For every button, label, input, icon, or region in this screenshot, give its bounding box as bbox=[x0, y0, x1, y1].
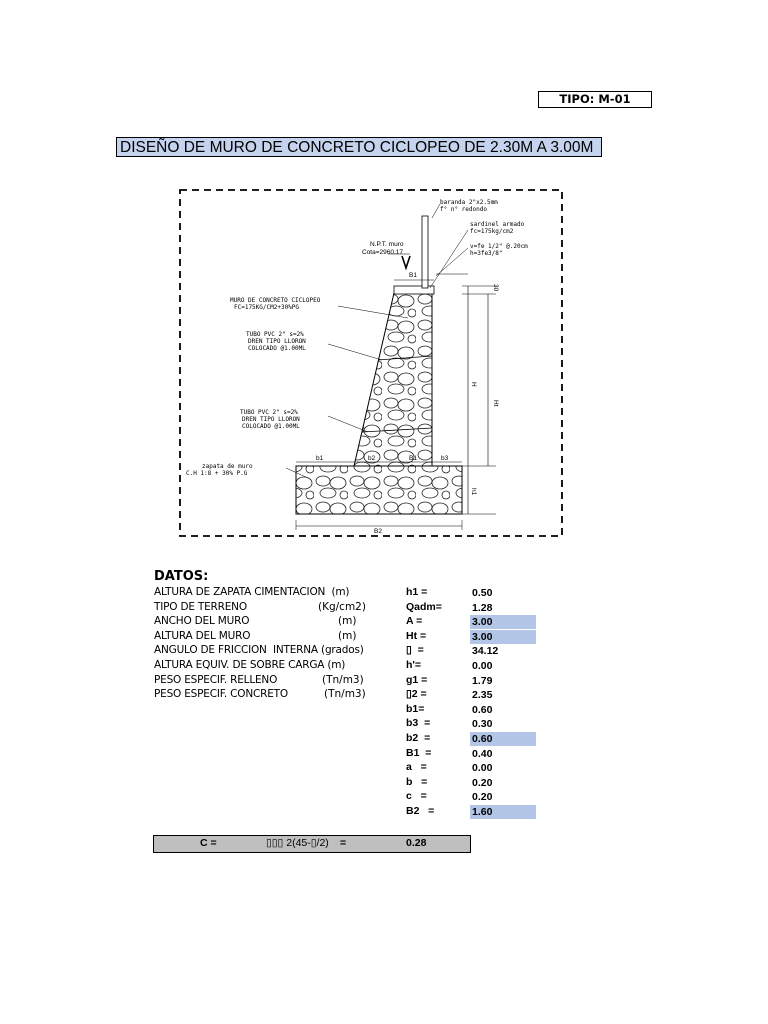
dim-30: 30 bbox=[492, 284, 499, 292]
dim-H: H bbox=[470, 382, 477, 387]
railing-post bbox=[422, 216, 428, 288]
datos-value: 1.60 bbox=[470, 805, 536, 819]
datos-row bbox=[0, 615, 768, 630]
datos-value: 0.40 bbox=[472, 747, 493, 760]
datos-label: ANCHO DEL MURO bbox=[154, 615, 250, 628]
datos-symbol: b3 = bbox=[406, 717, 431, 730]
datos-value: 1.28 bbox=[472, 601, 493, 614]
datos-row bbox=[0, 674, 768, 689]
datos-symbol: ▯2 = bbox=[406, 688, 427, 701]
datos-label: PESO ESPECIF. RELLENO bbox=[154, 673, 278, 686]
datos-value: 3.00 bbox=[470, 630, 536, 644]
dim-b1: b1 bbox=[316, 455, 324, 462]
datos-label: ALTURA EQUIV. DE SOBRE CARGA (m) bbox=[154, 659, 346, 671]
datos-row bbox=[0, 732, 768, 747]
note-muro-1: MURO DE CONCRETO CICLOPEO bbox=[230, 297, 321, 304]
datos-row bbox=[0, 776, 768, 791]
dim-Ht: Ht bbox=[492, 400, 499, 407]
datos-label: TIPO DE TERRENO bbox=[154, 600, 247, 613]
datos-symbol: B2 = bbox=[406, 805, 435, 817]
datos-label: PESO ESPECIF. CONCRETO bbox=[154, 688, 288, 701]
datos-value: 1.79 bbox=[472, 674, 493, 687]
datos-heading: DATOS: bbox=[154, 569, 209, 584]
dim-b2: b2 bbox=[368, 455, 376, 462]
note-varilla-2: h=3fe3/8" bbox=[470, 250, 503, 257]
note-tubo1-2: DREN TIPO LLORON bbox=[248, 338, 306, 345]
datos-row bbox=[0, 644, 768, 659]
datos-symbol: g1 = bbox=[406, 673, 428, 686]
note-tubo2-1: TUBO PVC 2" s=2% bbox=[240, 409, 298, 416]
dim-h1: h1 bbox=[470, 488, 477, 496]
note-npt-2: Cota=2960.17 bbox=[362, 249, 404, 256]
note-varilla-1: v=fe 1/2" @.20cm bbox=[470, 243, 528, 250]
note-sardinel-1: sardinel armado bbox=[470, 221, 525, 228]
datos-row bbox=[0, 601, 768, 616]
datos-symbol: h'= bbox=[406, 659, 422, 671]
datos-value: 0.60 bbox=[472, 703, 493, 716]
dim-B2: B2 bbox=[374, 528, 382, 535]
datos-unit: (m) bbox=[338, 615, 357, 628]
datos-symbol: h1 = bbox=[406, 586, 428, 598]
datos-row bbox=[0, 586, 768, 601]
datos-value: 2.35 bbox=[472, 689, 493, 702]
datos-label: ANGULO DE FRICCION INTERNA (grados) bbox=[154, 644, 364, 657]
datos-row bbox=[0, 761, 768, 776]
note-tubo1-3: COLOCADO @1.00ML bbox=[248, 345, 306, 352]
note-sardinel-2: fc=175kg/cm2 bbox=[470, 228, 514, 235]
datos-row bbox=[0, 790, 768, 805]
datos-value: 0.50 bbox=[472, 587, 493, 599]
note-zapata-2: C.H 1:8 + 30% P.G bbox=[186, 470, 248, 477]
formula-lhs: C = bbox=[200, 837, 217, 849]
formula-box bbox=[153, 835, 471, 853]
datos-row bbox=[0, 805, 768, 820]
datos-unit: (Tn/m3) bbox=[324, 688, 366, 701]
datos-value: 0.00 bbox=[472, 762, 493, 775]
datos-unit: (m) bbox=[338, 629, 357, 642]
page-title: DISEÑO DE MURO DE CONCRETO CICLOPEO DE 2.30M A 3.00M bbox=[116, 137, 602, 157]
datos-unit: (Kg/cm2) bbox=[318, 600, 366, 613]
note-npt-1: N.P.T. muro bbox=[370, 241, 404, 248]
formula-expr: ▯▯▯ 2(45-▯/2) bbox=[266, 837, 329, 849]
datos-symbol: b1= bbox=[406, 702, 425, 715]
note-zapata-1: zapata de muro bbox=[202, 463, 253, 470]
footing-shape bbox=[296, 466, 462, 514]
dim-b1-top: B1 bbox=[409, 272, 417, 279]
datos-value: 0.30 bbox=[472, 718, 493, 731]
note-tubo1-1: TUBO PVC 2" s=2% bbox=[246, 331, 304, 338]
datos-row bbox=[0, 630, 768, 645]
datos-row bbox=[0, 688, 768, 703]
datos-label: ALTURA DE ZAPATA CIMENTACION (m) bbox=[154, 586, 350, 598]
datos-symbol: A = bbox=[406, 615, 423, 628]
note-tubo2-2: DREN TIPO LLORON bbox=[242, 416, 300, 423]
formula-value: 0.28 bbox=[406, 837, 427, 849]
datos-value: 0.20 bbox=[472, 776, 493, 789]
datos-unit: (Tn/m3) bbox=[322, 673, 364, 686]
datos-symbol: ▯ = bbox=[406, 644, 424, 657]
datos-value: 0.00 bbox=[472, 660, 493, 672]
datos-symbol: b2 = bbox=[406, 732, 431, 744]
note-tubo2-3: COLOCADO @1.00ML bbox=[242, 423, 300, 430]
wall-shape bbox=[354, 293, 432, 466]
datos-value: 3.00 bbox=[470, 615, 536, 629]
note-baranda-2: f° n° redondo bbox=[440, 206, 487, 213]
datos-row bbox=[0, 717, 768, 732]
datos-value: 34.12 bbox=[472, 645, 499, 658]
datos-symbol: c = bbox=[406, 790, 427, 803]
datos-symbol: B1 = bbox=[406, 746, 432, 759]
datos-symbol: Qadm= bbox=[406, 600, 442, 613]
datos-label: ALTURA DEL MURO bbox=[154, 629, 251, 642]
dim-B1: B1 bbox=[409, 455, 417, 462]
datos-symbol: Ht = bbox=[406, 629, 427, 642]
note-baranda-1: baranda 2"x2.5mm bbox=[440, 199, 498, 206]
datos-value: 0.20 bbox=[472, 791, 493, 804]
tipo-label: TIPO: M-01 bbox=[538, 91, 652, 108]
dim-b3: b3 bbox=[441, 455, 449, 462]
wall-section-diagram bbox=[178, 188, 564, 538]
datos-symbol: a = bbox=[406, 761, 427, 774]
datos-row bbox=[0, 703, 768, 718]
datos-row bbox=[0, 659, 768, 674]
formula-eq: = bbox=[340, 837, 347, 849]
note-muro-2: FC=175KG/CM2+30%PG bbox=[234, 304, 300, 311]
datos-row bbox=[0, 747, 768, 762]
datos-value: 0.60 bbox=[470, 732, 536, 746]
datos-symbol: b = bbox=[406, 775, 428, 788]
